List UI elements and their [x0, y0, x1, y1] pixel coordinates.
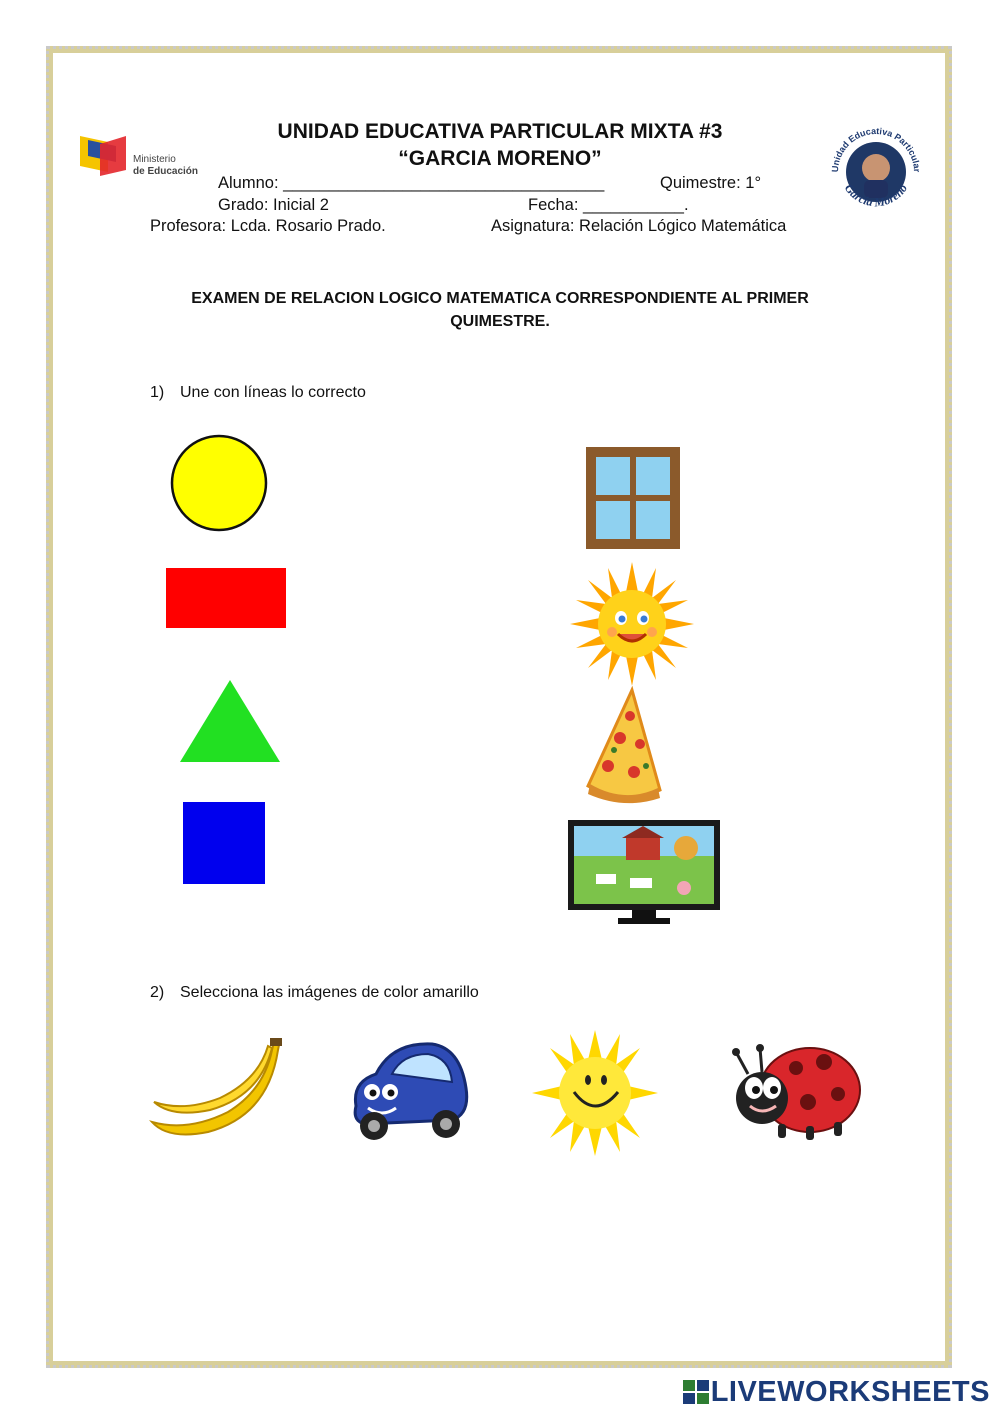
blue-square[interactable]	[180, 800, 268, 888]
question-1	[150, 384, 366, 402]
question-2-number: 2)	[150, 984, 165, 1001]
liveworksheets-brand[interactable]	[683, 1376, 990, 1409]
asignatura-label: Asignatura: Relación Lógico Matemática	[491, 217, 787, 235]
ministry-line2: de Educación	[133, 166, 198, 177]
question-1-text: Une con líneas lo correcto	[180, 384, 366, 401]
seal-text-bottom: García Moreno	[841, 181, 911, 210]
grado-label: Grado: Inicial 2	[218, 196, 329, 214]
blue-car-image[interactable]	[342, 1034, 474, 1144]
yellow-circle[interactable]	[168, 432, 270, 534]
question-2	[150, 984, 479, 1002]
yellow-sun-image[interactable]	[532, 1030, 658, 1156]
school-title: UNIDAD EDUCATIVA PARTICULAR MIXTA #3	[277, 120, 723, 143]
exam-title-line2: QUIMESTRE.	[450, 313, 550, 330]
sun-image[interactable]	[570, 562, 694, 686]
quimestre-label: Quimestre: 1°	[660, 174, 762, 192]
red-rectangle[interactable]	[164, 566, 288, 630]
seal-text-top: Unidad Educativa Particular	[829, 125, 923, 173]
green-triangle[interactable]	[176, 678, 284, 766]
window-image[interactable]	[584, 445, 682, 551]
liveworksheets-logo-icon	[683, 1380, 709, 1404]
question-2-text: Selecciona las imágenes de color amarillo	[180, 984, 479, 1001]
ministry-line1: Ministerio	[133, 154, 176, 165]
exam-title-line1: EXAMEN DE RELACION LOGICO MATEMATICA CORRESPONDIENTE AL PRIMER	[191, 290, 809, 307]
ladybug-image[interactable]	[728, 1032, 864, 1142]
profesora-label: Profesora: Lcda. Rosario Prado.	[150, 217, 386, 235]
alumno-field[interactable]: Alumno: ___________________________________	[218, 174, 605, 192]
television-image[interactable]	[566, 818, 722, 928]
school-name: “GARCIA MORENO”	[398, 147, 602, 170]
fecha-field[interactable]: Fecha: ___________.	[528, 196, 689, 214]
question-1-number: 1)	[150, 384, 165, 401]
liveworksheets-text: LIVEWORKSHEETS	[710, 1376, 990, 1408]
banana-image[interactable]	[148, 1036, 284, 1142]
pizza-image[interactable]	[584, 686, 664, 806]
